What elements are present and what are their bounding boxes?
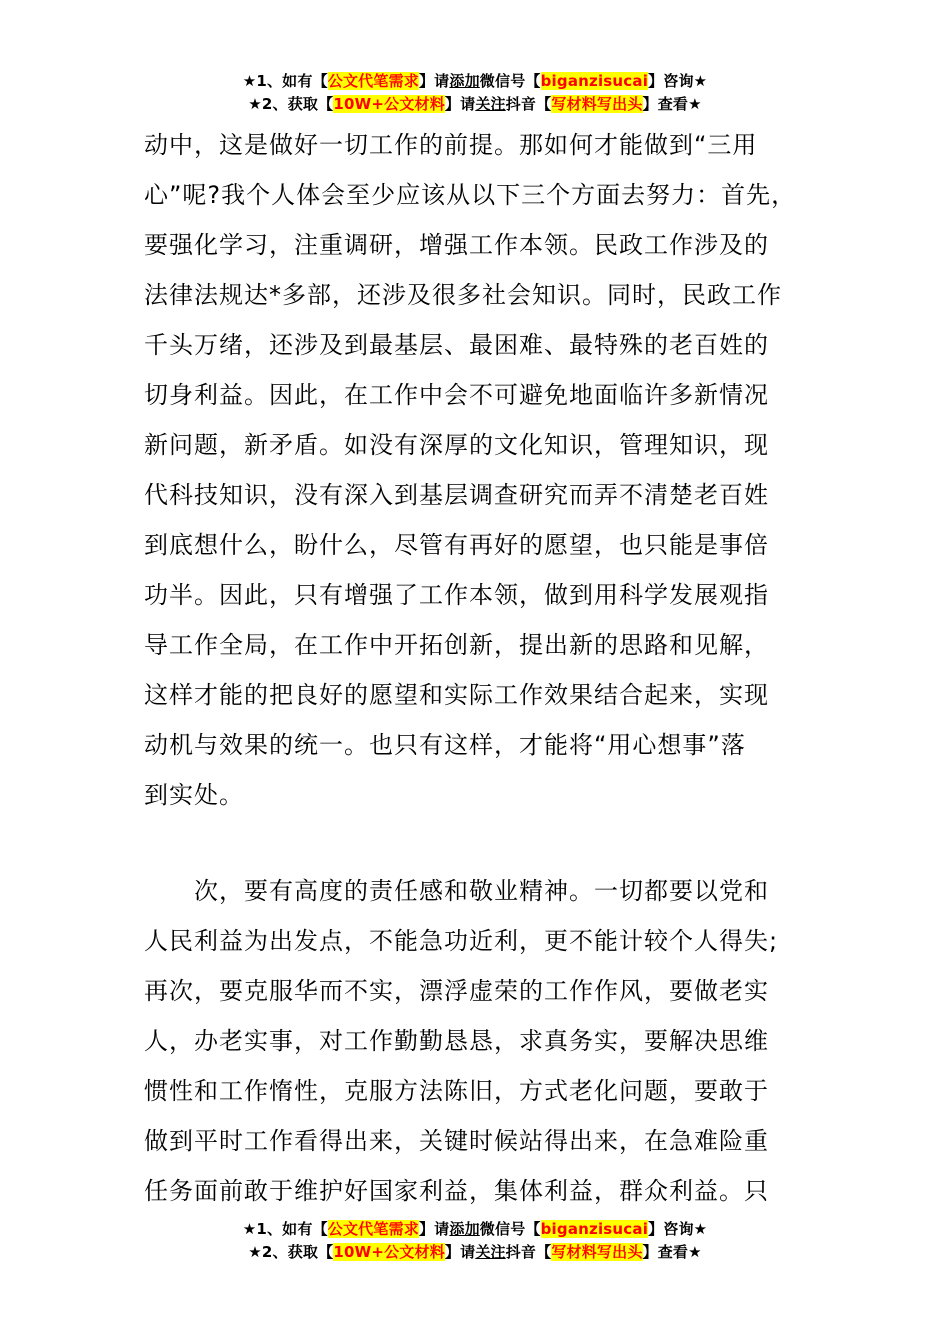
text-line: 到实处。 — [144, 781, 244, 809]
text-line: 千头万绪，还涉及到最基层、最困难、最特殊的老百姓的 — [144, 331, 769, 359]
text-line: 任务面前敢于维护好国家利益，集体利益，群众利益。只 — [144, 1177, 769, 1205]
banner-highlight-wechat-id: biganzisucai — [540, 1220, 649, 1238]
text-line: 导工作全局，在工作中开拓创新，提出新的思路和见解， — [144, 631, 769, 659]
banner-text: 】查看★ — [642, 95, 702, 113]
banner-highlight: 公文代笔需求 — [327, 1220, 419, 1238]
text-line: 惯性和工作惰性，克服方法陈旧，方式老化问题，要敢于 — [144, 1077, 769, 1105]
banner-line-1 — [0, 70, 950, 93]
banner-line-2 — [0, 1241, 950, 1264]
text-line: 人民利益为出发点，不能急功近利，更不能计较个人得失; — [144, 927, 779, 955]
text-line: 这样才能的把良好的愿望和实际工作效果结合起来，实现 — [144, 681, 769, 709]
banner-text: 】咨询★ — [648, 1220, 708, 1238]
header-banner — [0, 70, 950, 116]
banner-text: ★1、如有【 — [242, 72, 328, 90]
banner-highlight: 10W+公文材料 — [333, 95, 445, 113]
banner-text: 抖音【 — [505, 1243, 552, 1261]
banner-text: 】请 — [444, 95, 476, 113]
text-line: 心”呢?我个人体会至少应该从以下三个方面去努力：首先， — [144, 181, 797, 209]
banner-text: 抖音【 — [505, 95, 552, 113]
banner-text: 】查看★ — [642, 1243, 702, 1261]
text-line: 法律法规达*多部，还涉及很多社会知识。同时，民政工作 — [144, 281, 782, 309]
body-paragraph-1 — [144, 120, 824, 820]
banner-text: 】请 — [418, 1220, 450, 1238]
footer-banner — [0, 1218, 950, 1264]
text-line: 到底想什么，盼什么，尽管有再好的愿望，也只能是事倍 — [144, 531, 769, 559]
text-line: 再次，要克服华而不实，漂浮虚荣的工作作风，要做老实 — [144, 977, 769, 1005]
text-line: 切身利益。因此，在工作中会不可避免地面临许多新情况 — [144, 381, 769, 409]
banner-text: ★2、获取【 — [248, 95, 334, 113]
text-line: 做到平时工作看得出来，关键时候站得出来，在急难险重 — [144, 1127, 769, 1155]
banner-underlined-text: 关注 — [475, 1243, 506, 1261]
banner-line-1 — [0, 1218, 950, 1241]
text-line: 动机与效果的统一。也只有这样，才能将“用心想事”落 — [144, 731, 746, 759]
banner-highlight-wechat-id: biganzisucai — [540, 72, 649, 90]
banner-highlight: 公文代笔需求 — [327, 72, 419, 90]
banner-highlight-douyin: 写材料写出头 — [551, 95, 643, 113]
text-line: 人，办老实事，对工作勤勤恳恳，求真务实，要解决思维 — [144, 1027, 769, 1055]
banner-text: 】咨询★ — [648, 72, 708, 90]
banner-text: 微信号【 — [479, 1220, 541, 1238]
banner-line-2 — [0, 93, 950, 116]
banner-text: 微信号【 — [479, 72, 541, 90]
banner-text: 】请 — [444, 1243, 476, 1261]
text-line: 功半。因此，只有增强了工作本领，做到用科学发展观指 — [144, 581, 769, 609]
banner-highlight-douyin: 写材料写出头 — [551, 1243, 643, 1261]
banner-highlight: 10W+公文材料 — [333, 1243, 445, 1261]
text-line: 新问题，新矛盾。如没有深厚的文化知识，管理知识，现 — [144, 431, 769, 459]
text-line: 代科技知识，没有深入到基层调查研究而弄不清楚老百姓 — [144, 481, 769, 509]
banner-underlined-text: 添加 — [449, 1220, 480, 1238]
banner-underlined-text: 添加 — [449, 72, 480, 90]
text-line: 次，要有高度的责任感和敬业精神。一切都要以党和 — [144, 877, 769, 905]
banner-text: 】请 — [418, 72, 450, 90]
text-line: 要强化学习，注重调研，增强工作本领。民政工作涉及的 — [144, 231, 769, 259]
banner-text: ★2、获取【 — [248, 1243, 334, 1261]
text-line: 动中，这是做好一切工作的前提。那如何才能做到“三用 — [144, 131, 758, 159]
banner-text: ★1、如有【 — [242, 1220, 328, 1238]
banner-underlined-text: 关注 — [475, 95, 506, 113]
body-paragraph-2 — [144, 866, 824, 1216]
